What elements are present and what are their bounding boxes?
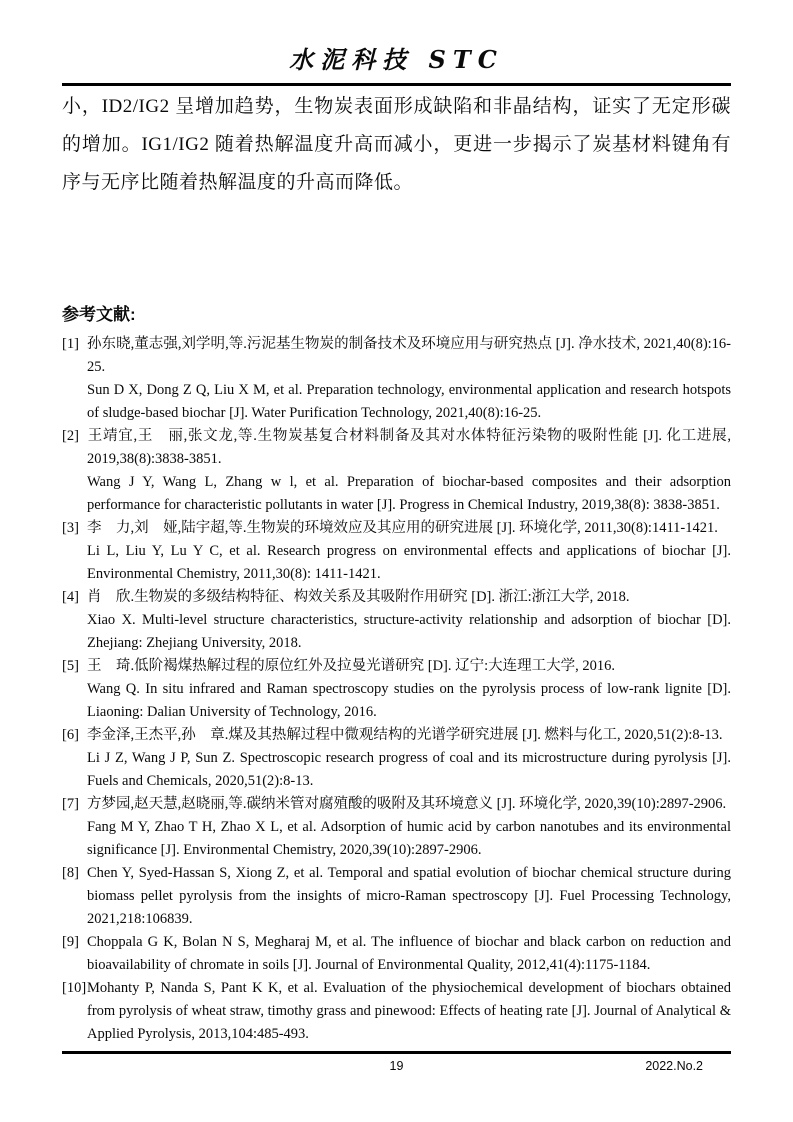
- reference-marker: [8]: [62, 865, 79, 881]
- reference-item-2: [62, 425, 731, 517]
- reference-text-zh: 王靖宜,王 丽,张文龙,等.生物炭基复合材料制备及其对水体特征污染物的吸附性能 [J]. 化工进展, 2019,38(8):3838-3851.: [87, 428, 731, 467]
- reference-text-en: Wang Q. In situ infrared and Raman spectroscopy studies on the pyrolysis process of low-rank lignite [D]. Liaoning: Dalian University of Technology, 2016.: [87, 681, 731, 720]
- page-number: 19: [389, 1059, 404, 1073]
- reference-item-9: [62, 931, 731, 977]
- references-list: [62, 333, 731, 1046]
- reference-text-zh: 肖 欣.生物炭的多级结构特征、构效关系及其吸附作用研究 [D]. 浙江:浙江大学, 2018.: [87, 589, 630, 605]
- page-footer: [62, 1051, 731, 1073]
- page-header: [0, 0, 793, 76]
- reference-item-10: [62, 977, 731, 1046]
- reference-text-en: Mohanty P, Nanda S, Pant K K, et al. Evaluation of the physiochemical development of biochars obtained from pyrolysis of wheat straw, timothy grass and pinewood: Effects of heating rate [J]. Journal of Analytical & Applied Pyrolysis, 2013,104:485-493.: [87, 980, 731, 1042]
- reference-item-5: [62, 655, 731, 724]
- reference-marker: [2]: [62, 428, 79, 444]
- reference-text-en: Sun D X, Dong Z Q, Liu X M, et al. Preparation technology, environmental application and research hotspots of sludge-based biochar [J]. Water Purification Technology, 2021,40(8):16-25.: [87, 382, 731, 421]
- reference-text-en: Li J Z, Wang J P, Sun Z. Spectroscopic research progress of coal and its microstructure during pyrolysis [J]. Fuels and Chemicals, 2020,51(2):8-13.: [87, 750, 731, 789]
- reference-item-1: [62, 333, 731, 425]
- reference-text-en: Li L, Liu Y, Lu Y C, et al. Research progress on environmental effects and applications of biochar [J]. Environmental Chemistry, 2011,30(8): 1411-1421.: [87, 543, 731, 582]
- reference-text-en: Choppala G K, Bolan N S, Megharaj M, et al. The influence of biochar and black carbon on reduction and bioavailability of chromate in soils [J]. Journal of Environmental Quality, 2012,41(4):1175-1184.: [87, 934, 731, 973]
- reference-text-en: Xiao X. Multi-level structure characteristics, structure-activity relationship and adsorption of biochar [D]. Zhejiang: Zhejiang University, 2018.: [87, 612, 731, 651]
- reference-item-3: [62, 517, 731, 586]
- reference-marker: [6]: [62, 727, 79, 743]
- reference-marker: [10]: [62, 980, 87, 996]
- reference-text-zh: 李金泽,王杰平,孙 章.煤及其热解过程中微观结构的光谱学研究进展 [J]. 燃料与化工, 2020,51(2):8-13.: [87, 727, 723, 743]
- body-paragraph: 小，ID2/IG2 呈增加趋势，生物炭表面形成缺陷和非晶结构，证实了无定形碳的增加。IG1/IG2 随着热解温度升高而减小，更进一步揭示了炭基材料键角有序与无序比随着热解温度的升高而降低。: [62, 96, 731, 193]
- reference-text-zh: 李 力,刘 娅,陆宇超,等.生物炭的环境效应及其应用的研究进展 [J]. 环境化学, 2011,30(8):1411-1421.: [87, 520, 718, 536]
- reference-text-zh: 孙东晓,董志强,刘学明,等.污泥基生物炭的制备技术及环境应用与研究热点 [J]. 净水技术, 2021,40(8):16-25.: [87, 336, 731, 375]
- reference-marker: [3]: [62, 520, 79, 536]
- reference-marker: [1]: [62, 336, 79, 352]
- reference-text-en: Wang J Y, Wang L, Zhang w l, et al. Preparation of biochar-based composites and their adsorption performance for characteristic pollutants in water [J]. Progress in Chemical Industry, 2019,38(8): 3838-3851.: [87, 474, 731, 513]
- reference-marker: [4]: [62, 589, 79, 605]
- reference-item-4: [62, 586, 731, 655]
- reference-marker: [5]: [62, 658, 79, 674]
- reference-item-6: [62, 724, 731, 793]
- journal-title: 水泥科技 STC: [289, 45, 504, 74]
- issue-label: 2022.No.2: [645, 1059, 703, 1073]
- reference-item-8: [62, 862, 731, 931]
- references-heading: 参考文献:: [62, 305, 136, 324]
- header-rule: [62, 83, 731, 86]
- reference-text-en: Fang M Y, Zhao T H, Zhao X L, et al. Adsorption of humic acid by carbon nanotubes and its environmental significance [J]. Environmental Chemistry, 2020,39(10):2897-2906.: [87, 819, 731, 858]
- reference-marker: [9]: [62, 934, 79, 950]
- reference-text-en: Chen Y, Syed-Hassan S, Xiong Z, et al. Temporal and spatial evolution of biochar chemical structure during biomass pellet pyrolysis from the insights of micro-Raman spectroscopy [J]. Fuel Processing Technology, 2021,218:106839.: [87, 865, 731, 927]
- reference-item-7: [62, 793, 731, 862]
- reference-text-zh: 方梦园,赵天慧,赵晓丽,等.碳纳米管对腐殖酸的吸附及其环境意义 [J]. 环境化学, 2020,39(10):2897-2906.: [87, 796, 727, 812]
- reference-text-zh: 王 琦.低阶褐煤热解过程的原位红外及拉曼光谱研究 [D]. 辽宁:大连理工大学, 2016.: [87, 658, 616, 674]
- reference-marker: [7]: [62, 796, 79, 812]
